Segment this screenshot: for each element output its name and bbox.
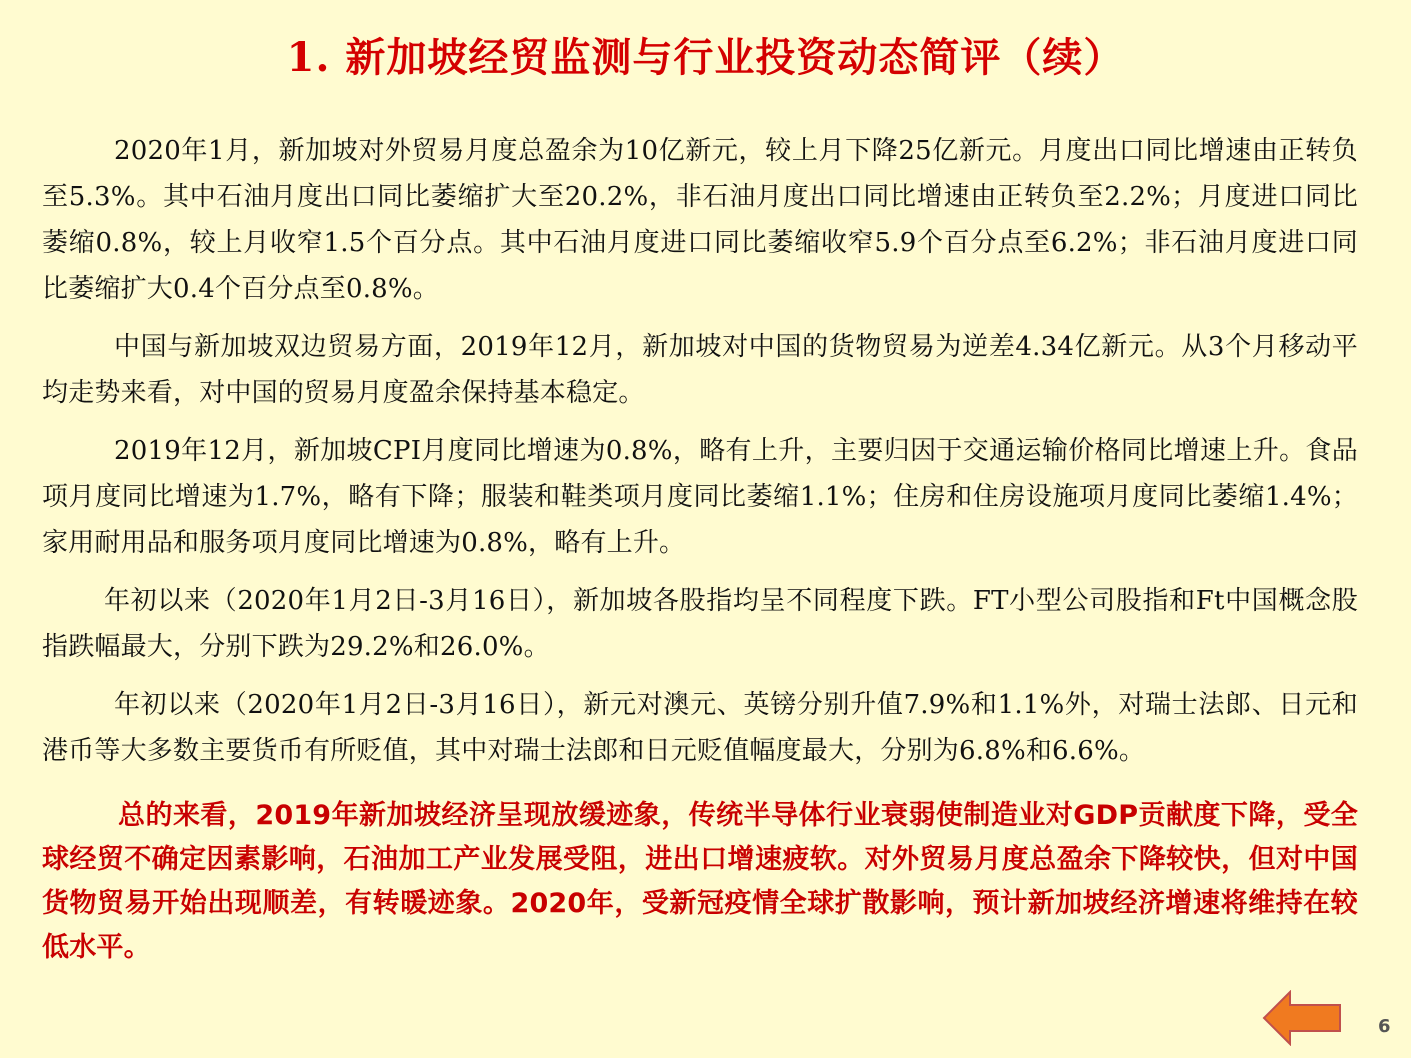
paragraph-cpi: 2019年12月，新加坡CPI月度同比增速为0.8%，略有上升，主要归因于交通运输价格同比增速上升。食品项月度同比增速为1.7%，略有下降；服装和鞋类项月度同比萎缩1.1%；住房和住房设施项月度同比萎缩1.4%；家用耐用品和服务项月度同比增速为0.8%，略有上升。 <box>42 436 1358 558</box>
paragraph-summary: 总的来看，2019年新加坡经济呈现放缓迹象，传统半导体行业衰弱使制造业对GDP贡献度下降，受全球经贸不确定因素影响，石油加工产业发展受阻，进出口增速疲软。对外贸易月度总盈余下降较快，但对中国货物贸易开始出现顺差，有转暖迹象。2020年，受新冠疫情全球扩散影响，预计新加坡经济增速将维持在较低水平。 <box>42 800 1358 963</box>
page-number: 6 <box>1378 1016 1391 1037</box>
paragraph-bilateral-trade: 中国与新加坡双边贸易方面，2019年12月，新加坡对中国的货物贸易为逆差4.34亿新元。从3个月移动平均走势来看，对中国的贸易月度盈余保持基本稳定。 <box>42 332 1358 408</box>
left-arrow-icon <box>1262 990 1342 1046</box>
back-button[interactable] <box>1262 990 1342 1046</box>
paragraph-currency: 年初以来（2020年1月2日-3月16日），新元对澳元、英镑分别升值7.9%和1.1%外，对瑞士法郎、日元和港币等大多数主要货币有所贬值，其中对瑞士法郎和日元贬值幅度最大，分别为6.8%和6.6%。 <box>42 690 1358 766</box>
paragraph-stock-index: 年初以来（2020年1月2日-3月16日），新加坡各股指均呈不同程度下跌。FT小型公司股指和Ft中国概念股指跌幅最大，分别下跌为29.2%和26.0%。 <box>42 586 1358 662</box>
paragraph-trade: 2020年1月，新加坡对外贸易月度总盈余为10亿新元，较上月下降25亿新元。月度出口同比增速由正转负至5.3%。其中石油月度出口同比萎缩扩大至20.2%，非石油月度出口同比增速由正转负至2.2%；月度进口同比萎缩0.8%，较上月收窄1.5个百分点。其中石油月度进口同比萎缩收窄5.9个百分点至6.2%；非石油月度进口同比萎缩扩大0.4个百分点至0.8%。 <box>42 136 1358 304</box>
slide-body <box>42 128 1358 982</box>
slide-title: 1. 新加坡经贸监测与行业投资动态简评（续） <box>286 34 1125 81</box>
